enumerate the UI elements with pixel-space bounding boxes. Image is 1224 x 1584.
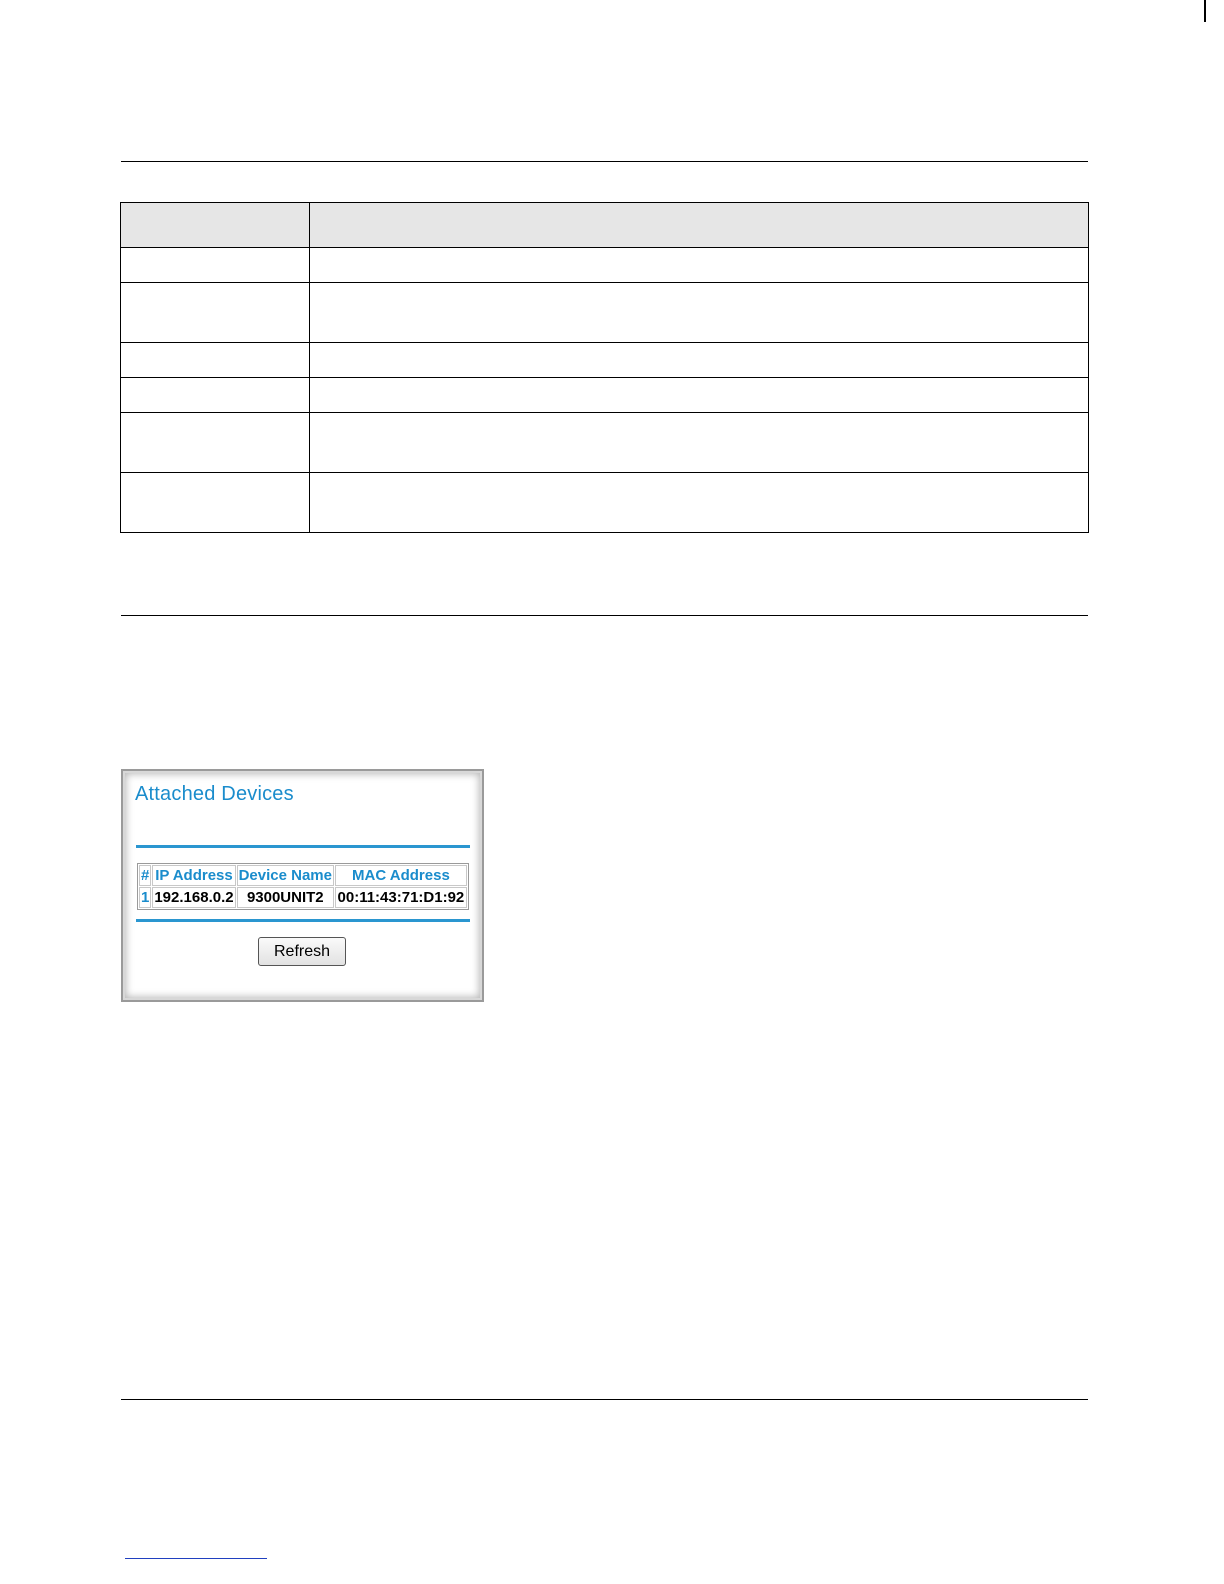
settings-table [120,202,1089,533]
table-row [121,283,1089,343]
column-header-mac: MAC Address [335,865,467,886]
device-ip: 192.168.0.2 [154,889,234,906]
panel-title: Attached Devices [135,783,294,805]
panel-divider [136,919,470,922]
devices-table [137,863,469,910]
attached-devices-panel [121,769,484,1002]
page-edge-mark [1204,0,1206,22]
footer-link-underline[interactable] [125,1558,267,1559]
table-row [139,887,467,908]
table-row [121,413,1089,473]
table-row [121,378,1089,413]
device-number: 1 [141,889,150,906]
device-mac: 00:11:43:71:D1:92 [335,887,467,908]
column-header-number: # [141,867,150,884]
column-header-ip: IP Address [152,865,235,886]
column-header-device-name: Device Name [238,867,332,884]
refresh-button[interactable]: Refresh [258,937,346,966]
table-row [121,473,1089,533]
settings-table-header-cell [121,203,310,248]
header-rule [121,161,1088,162]
device-name: 9300UNIT2 [237,887,334,908]
table-row [121,248,1089,283]
settings-table-header-cell [310,203,1089,248]
devices-table-header [139,865,467,886]
panel-divider [136,845,470,848]
footer-rule [121,1399,1088,1400]
table-row [121,343,1089,378]
section-rule [121,615,1088,616]
